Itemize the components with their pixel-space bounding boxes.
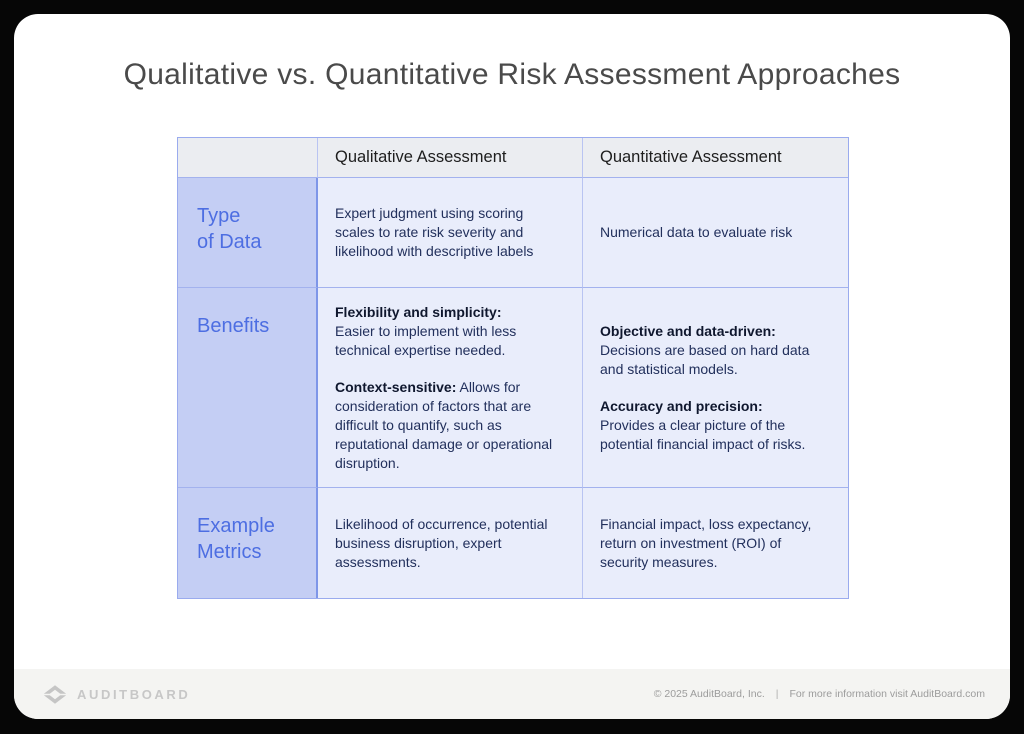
benefit-heading: Objective and data-driven:: [600, 322, 776, 339]
auditboard-logo-icon: [42, 684, 68, 705]
auditboard-logo: [42, 684, 190, 705]
cell-text: Numerical data to evaluate risk: [600, 224, 793, 240]
row-label-benefits: [178, 288, 318, 488]
cell-metrics-qualitative: [318, 488, 583, 598]
row-label-line: Type: [197, 205, 241, 227]
footer-bar: [14, 669, 1010, 719]
copyright-text: © 2025 AuditBoard, Inc.: [653, 688, 765, 700]
benefit-heading: Flexibility and simplicity:: [335, 303, 502, 320]
cell-paragraph: [335, 303, 562, 360]
row-label-type-of-data: [178, 178, 318, 288]
row-label-line: Example: [197, 515, 275, 537]
cell-benefits-qualitative: [318, 288, 583, 488]
cell-text: Financial impact, loss expectancy, return on investment (ROI) of security measures.: [600, 515, 812, 570]
benefit-heading: Accuracy and precision:: [600, 397, 763, 414]
cell-benefits-quantitative: [583, 288, 848, 488]
comparison-table: [177, 137, 849, 599]
cell-paragraph: [335, 378, 562, 473]
auditboard-logo-text: AUDITBOARD: [77, 686, 191, 702]
header-quantitative: Quantitative Assessment: [583, 138, 848, 178]
header-corner-cell: [178, 138, 318, 178]
cell-text: Likelihood of occurrence, potential business disruption, expert assessments.: [335, 515, 548, 570]
cell-type-quantitative: [583, 178, 848, 288]
row-label-line: Benefits: [197, 315, 270, 337]
cell-text: Expert judgment using scoring scales to rate risk severity and likelihood with descriptive labels: [335, 205, 534, 259]
benefit-text: Allows for consideration of factors that are difficult to quantify, such as reputational damage or operational disruption.: [335, 378, 553, 471]
benefit-text: Provides a clear picture of the potential financial impact of risks.: [600, 416, 806, 452]
row-label-example-metrics: [178, 488, 318, 598]
cell-paragraph: [600, 322, 828, 379]
footer-info-text: For more information visit AuditBoard.com: [789, 688, 985, 700]
footer-legal: [654, 688, 985, 700]
row-label-line: Metrics: [197, 541, 262, 563]
row-label-line: of Data: [197, 231, 262, 253]
infographic-card: [14, 14, 1010, 719]
footer-divider: |: [775, 688, 779, 700]
benefit-text: Decisions are based on hard data and statistical models.: [600, 341, 810, 377]
cell-paragraph: [600, 397, 828, 454]
header-qualitative: Qualitative Assessment: [318, 138, 583, 178]
benefit-text: Easier to implement with less technical expertise needed.: [335, 322, 517, 358]
cell-type-qualitative: [318, 178, 583, 288]
page-title: Qualitative vs. Quantitative Risk Assessment Approaches: [123, 58, 901, 91]
cell-metrics-quantitative: [583, 488, 848, 598]
benefit-heading: Context-sensitive:: [335, 378, 457, 395]
